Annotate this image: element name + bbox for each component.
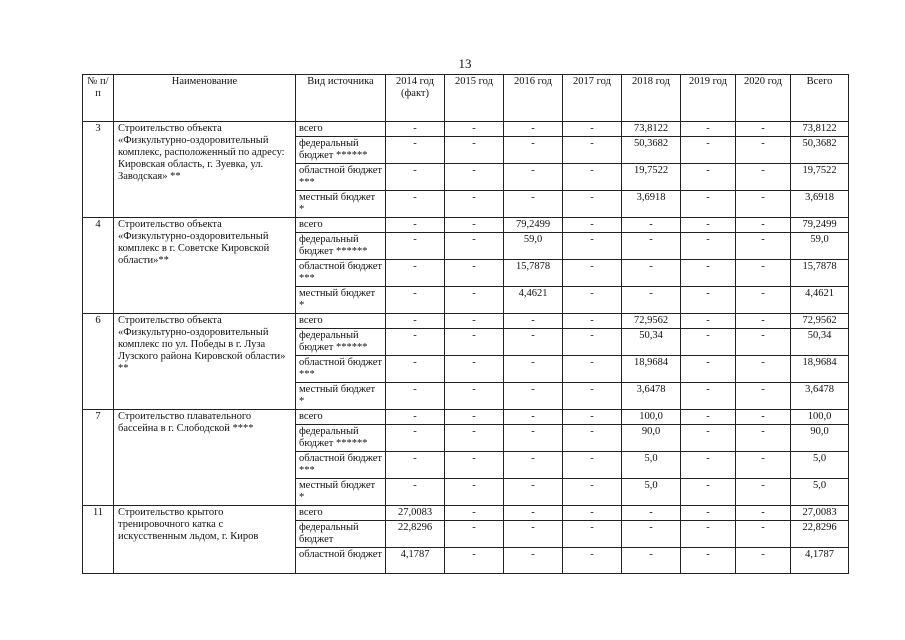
amount-cell: -: [622, 506, 681, 521]
amount-cell: -: [563, 137, 622, 164]
amount-cell: -: [504, 164, 563, 191]
amount-cell: -: [563, 329, 622, 356]
row-number: 11: [83, 506, 114, 574]
amount-cell: 90,0: [791, 425, 849, 452]
column-header: Наименование: [114, 75, 296, 122]
amount-cell: -: [681, 218, 736, 233]
amount-cell: -: [386, 329, 445, 356]
amount-cell: 100,0: [622, 410, 681, 425]
funding-source: областной бюджет: [296, 548, 386, 574]
amount-cell: -: [504, 329, 563, 356]
amount-cell: -: [563, 314, 622, 329]
amount-cell: -: [681, 425, 736, 452]
column-header: 2020 год: [736, 75, 791, 122]
amount-cell: -: [504, 383, 563, 410]
amount-cell: -: [736, 410, 791, 425]
amount-cell: -: [681, 452, 736, 479]
amount-cell: -: [563, 191, 622, 218]
amount-cell: -: [681, 137, 736, 164]
amount-cell: -: [681, 287, 736, 314]
table-row: [83, 122, 849, 137]
amount-cell: 3,6918: [791, 191, 849, 218]
amount-cell: 100,0: [791, 410, 849, 425]
funding-source: местный бюджет *: [296, 383, 386, 410]
amount-cell: -: [445, 329, 504, 356]
row-number: 7: [83, 410, 114, 506]
amount-cell: -: [736, 191, 791, 218]
funding-source: федеральный бюджет ******: [296, 233, 386, 260]
amount-cell: -: [504, 191, 563, 218]
table-body: [83, 122, 849, 574]
amount-cell: -: [504, 452, 563, 479]
amount-cell: 73,8122: [622, 122, 681, 137]
amount-cell: -: [386, 479, 445, 506]
amount-cell: -: [504, 425, 563, 452]
amount-cell: -: [736, 260, 791, 287]
amount-cell: -: [386, 164, 445, 191]
amount-cell: -: [504, 122, 563, 137]
amount-cell: -: [736, 356, 791, 383]
amount-cell: -: [504, 548, 563, 574]
funding-source: всего: [296, 506, 386, 521]
amount-cell: -: [736, 287, 791, 314]
amount-cell: -: [736, 137, 791, 164]
amount-cell: -: [504, 506, 563, 521]
amount-cell: -: [736, 548, 791, 574]
funding-source: областной бюджет ***: [296, 164, 386, 191]
amount-cell: -: [681, 506, 736, 521]
amount-cell: -: [445, 218, 504, 233]
amount-cell: -: [445, 233, 504, 260]
amount-cell: -: [504, 479, 563, 506]
amount-cell: 19,7522: [622, 164, 681, 191]
amount-cell: -: [386, 191, 445, 218]
amount-cell: -: [563, 425, 622, 452]
amount-cell: -: [445, 191, 504, 218]
amount-cell: 22,8296: [386, 521, 445, 548]
amount-cell: 4,1787: [791, 548, 849, 574]
amount-cell: -: [445, 137, 504, 164]
amount-cell: -: [386, 314, 445, 329]
amount-cell: -: [504, 137, 563, 164]
column-header: Вид источника: [296, 75, 386, 122]
amount-cell: -: [563, 548, 622, 574]
funding-source: областной бюджет ***: [296, 452, 386, 479]
amount-cell: -: [504, 314, 563, 329]
amount-cell: -: [563, 521, 622, 548]
amount-cell: 3,6478: [791, 383, 849, 410]
amount-cell: -: [445, 506, 504, 521]
object-name: Строительство крытого тренировочного катка с искусственным льдом, г. Киров: [114, 506, 296, 574]
amount-cell: -: [386, 218, 445, 233]
amount-cell: -: [681, 233, 736, 260]
amount-cell: -: [681, 479, 736, 506]
amount-cell: -: [622, 260, 681, 287]
amount-cell: -: [563, 122, 622, 137]
amount-cell: 90,0: [622, 425, 681, 452]
amount-cell: -: [386, 383, 445, 410]
amount-cell: -: [386, 137, 445, 164]
amount-cell: -: [563, 218, 622, 233]
amount-cell: 59,0: [791, 233, 849, 260]
amount-cell: -: [563, 233, 622, 260]
amount-cell: -: [563, 356, 622, 383]
amount-cell: -: [736, 314, 791, 329]
amount-cell: -: [445, 260, 504, 287]
amount-cell: -: [681, 191, 736, 218]
amount-cell: -: [386, 287, 445, 314]
funding-source: местный бюджет *: [296, 191, 386, 218]
object-name: Строительство плавательного бассейна в г. Слободской ****: [114, 410, 296, 506]
amount-cell: -: [386, 425, 445, 452]
amount-cell: 3,6918: [622, 191, 681, 218]
funding-source: всего: [296, 314, 386, 329]
funding-source: всего: [296, 218, 386, 233]
amount-cell: -: [681, 383, 736, 410]
amount-cell: -: [736, 218, 791, 233]
amount-cell: 50,3682: [791, 137, 849, 164]
amount-cell: -: [563, 479, 622, 506]
amount-cell: -: [681, 122, 736, 137]
amount-cell: -: [445, 383, 504, 410]
amount-cell: -: [622, 233, 681, 260]
object-name: Строительство объекта «Физкультурно-оздоровительный комплекс, расположенный по адресу: Кировская область, г. Зуевка, ул. Заводская» **: [114, 122, 296, 218]
amount-cell: -: [386, 410, 445, 425]
amount-cell: 79,2499: [504, 218, 563, 233]
amount-cell: -: [445, 452, 504, 479]
amount-cell: -: [736, 233, 791, 260]
funding-source: федеральный бюджет: [296, 521, 386, 548]
amount-cell: 15,7878: [504, 260, 563, 287]
header-row: [83, 75, 849, 122]
amount-cell: -: [563, 410, 622, 425]
amount-cell: 50,34: [791, 329, 849, 356]
amount-cell: -: [563, 506, 622, 521]
amount-cell: -: [386, 356, 445, 383]
amount-cell: 27,0083: [791, 506, 849, 521]
amount-cell: -: [563, 260, 622, 287]
table-row: [83, 218, 849, 233]
funding-source: местный бюджет *: [296, 287, 386, 314]
amount-cell: -: [622, 521, 681, 548]
column-header: 2019 год: [681, 75, 736, 122]
amount-cell: -: [445, 521, 504, 548]
amount-cell: 27,0083: [386, 506, 445, 521]
row-number: 3: [83, 122, 114, 218]
funding-source: областной бюджет ***: [296, 260, 386, 287]
amount-cell: -: [681, 260, 736, 287]
column-header: 2014 год (факт): [386, 75, 445, 122]
amount-cell: -: [386, 122, 445, 137]
object-name: Строительство объекта «Физкультурно-оздоровительный комплекс по ул. Победы в г. Луза Лузского района Кировской области» **: [114, 314, 296, 410]
funding-source: всего: [296, 410, 386, 425]
funding-source: федеральный бюджет ******: [296, 137, 386, 164]
amount-cell: -: [681, 164, 736, 191]
amount-cell: 4,4621: [791, 287, 849, 314]
funding-table: [82, 74, 849, 574]
page-number: 13: [458, 56, 472, 71]
funding-source: местный бюджет *: [296, 479, 386, 506]
row-number: 6: [83, 314, 114, 410]
amount-cell: 73,8122: [791, 122, 849, 137]
amount-cell: -: [681, 356, 736, 383]
amount-cell: -: [563, 287, 622, 314]
amount-cell: 59,0: [504, 233, 563, 260]
amount-cell: -: [622, 218, 681, 233]
amount-cell: 15,7878: [791, 260, 849, 287]
amount-cell: -: [445, 479, 504, 506]
amount-cell: -: [736, 425, 791, 452]
amount-cell: 19,7522: [791, 164, 849, 191]
amount-cell: -: [736, 122, 791, 137]
amount-cell: -: [736, 329, 791, 356]
amount-cell: 3,6478: [622, 383, 681, 410]
amount-cell: 4,4621: [504, 287, 563, 314]
amount-cell: -: [736, 479, 791, 506]
amount-cell: 18,9684: [622, 356, 681, 383]
amount-cell: 5,0: [791, 452, 849, 479]
amount-cell: -: [736, 452, 791, 479]
amount-cell: -: [445, 548, 504, 574]
amount-cell: -: [622, 287, 681, 314]
amount-cell: 5,0: [791, 479, 849, 506]
amount-cell: -: [445, 314, 504, 329]
amount-cell: -: [504, 356, 563, 383]
table-row: [83, 314, 849, 329]
column-header: 2018 год: [622, 75, 681, 122]
amount-cell: -: [445, 122, 504, 137]
column-header: № п/п: [83, 75, 114, 122]
amount-cell: -: [681, 548, 736, 574]
amount-cell: 5,0: [622, 479, 681, 506]
funding-source: федеральный бюджет ******: [296, 329, 386, 356]
column-header: 2015 год: [445, 75, 504, 122]
amount-cell: -: [445, 164, 504, 191]
amount-cell: 18,9684: [791, 356, 849, 383]
amount-cell: -: [386, 233, 445, 260]
amount-cell: 72,9562: [791, 314, 849, 329]
amount-cell: 22,8296: [791, 521, 849, 548]
amount-cell: 5,0: [622, 452, 681, 479]
amount-cell: -: [681, 329, 736, 356]
amount-cell: -: [445, 287, 504, 314]
row-number: 4: [83, 218, 114, 314]
column-header: Всего: [791, 75, 849, 122]
amount-cell: 50,34: [622, 329, 681, 356]
amount-cell: -: [563, 383, 622, 410]
amount-cell: -: [563, 164, 622, 191]
amount-cell: -: [736, 521, 791, 548]
column-header: 2016 год: [504, 75, 563, 122]
funding-source: федеральный бюджет ******: [296, 425, 386, 452]
amount-cell: -: [681, 521, 736, 548]
amount-cell: -: [504, 410, 563, 425]
amount-cell: -: [681, 314, 736, 329]
table-row: [83, 506, 849, 521]
amount-cell: 4,1787: [386, 548, 445, 574]
amount-cell: -: [386, 260, 445, 287]
amount-cell: -: [563, 452, 622, 479]
column-header: 2017 год: [563, 75, 622, 122]
funding-source: всего: [296, 122, 386, 137]
amount-cell: -: [736, 164, 791, 191]
amount-cell: -: [386, 452, 445, 479]
amount-cell: -: [736, 383, 791, 410]
amount-cell: 79,2499: [791, 218, 849, 233]
funding-source: областной бюджет ***: [296, 356, 386, 383]
amount-cell: -: [445, 356, 504, 383]
amount-cell: -: [445, 425, 504, 452]
amount-cell: 72,9562: [622, 314, 681, 329]
amount-cell: 50,3682: [622, 137, 681, 164]
object-name: Строительство объекта «Физкультурно-оздоровительный комплекс в г. Советске Кировской области»**: [114, 218, 296, 314]
amount-cell: -: [445, 410, 504, 425]
amount-cell: -: [622, 548, 681, 574]
amount-cell: -: [681, 410, 736, 425]
amount-cell: -: [504, 521, 563, 548]
amount-cell: -: [736, 506, 791, 521]
table-row: [83, 410, 849, 425]
